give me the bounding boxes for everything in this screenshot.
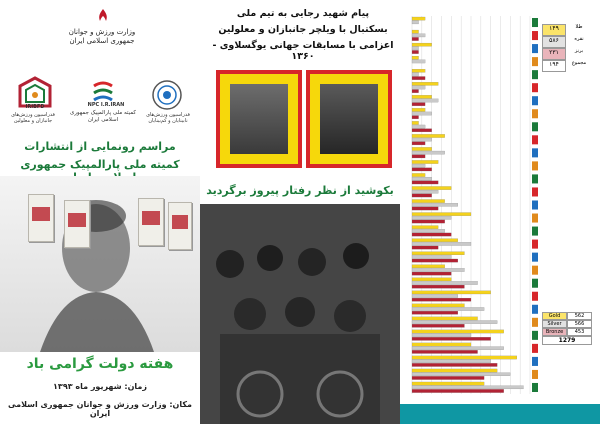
- right-panel: [400, 0, 600, 424]
- chart-bar: [412, 285, 464, 288]
- flag-icon: [532, 266, 538, 275]
- flag-icon: [532, 31, 538, 40]
- message-line-2: بسکتبال با ویلچر جانبازان و معلولین: [218, 24, 388, 35]
- chart-bar: [412, 177, 432, 180]
- ministry-text: وزارت ورزش و جوانان جمهوری اسلامی ایران: [68, 28, 136, 45]
- chart-bar: [412, 190, 438, 193]
- table-value: 562: [567, 312, 592, 320]
- chart-bar: [412, 324, 464, 327]
- medal-table-top: [542, 24, 566, 72]
- table-label: برنز: [574, 48, 584, 54]
- chart-bar: [412, 294, 458, 297]
- ceremony-title: مراسم رونمایی از انتشارات: [24, 140, 176, 153]
- npc-full-name: کمیته ملی پارالمپیک جمهوری اسلامی ایران: [69, 110, 137, 123]
- flag-icon: [532, 214, 538, 223]
- chart-bar: [412, 151, 445, 154]
- table-value: 453: [567, 328, 592, 336]
- chart-bar: [412, 155, 425, 158]
- chart-bar: [412, 116, 419, 119]
- chart-bar: [412, 334, 471, 337]
- chart-bar: [412, 317, 478, 320]
- flag-icon: [532, 70, 538, 79]
- chart-bar: [412, 265, 445, 268]
- chart-bar: [412, 76, 425, 79]
- chart-bar: [412, 112, 432, 115]
- flag-icon: [532, 96, 538, 105]
- npc-logo-label: NPC I.R.IRAN: [87, 102, 125, 108]
- slogan: بکوشید از نظر رفتار پیروز برگردید: [206, 184, 394, 197]
- logo-caption-left: فدراسیون ورزش‌های جانبازان و معلولین: [11, 112, 55, 124]
- chart-bar: [412, 173, 425, 176]
- chart-bar: [412, 291, 491, 294]
- flag-icon: [532, 318, 538, 327]
- chart-bar: [412, 168, 432, 171]
- portrait-photo: [320, 84, 378, 154]
- chart-bar: [412, 252, 464, 255]
- chart-bar: [412, 108, 425, 111]
- chart-bar: [412, 213, 471, 216]
- chart-bar: [412, 369, 497, 372]
- flag-icon: [532, 305, 538, 314]
- crowd-photo-silhouettes: [200, 204, 400, 424]
- flag-icon: [532, 161, 538, 170]
- chart-bar: [412, 363, 497, 366]
- middle-panel: [200, 0, 400, 424]
- chart-bar: [412, 304, 464, 307]
- iribfd-logo-label: IRIBFD: [25, 104, 45, 110]
- flag-icon: [532, 292, 538, 301]
- chart-bar: [412, 307, 484, 310]
- chart-bar: [412, 255, 451, 258]
- chart-bar: [412, 203, 458, 206]
- table-header: Bronze: [542, 328, 567, 336]
- chart-bar: [412, 138, 432, 141]
- chart-bar: [412, 69, 425, 72]
- chart-bar: [412, 37, 419, 40]
- chart-bar: [412, 99, 438, 102]
- flag-icon: [532, 57, 538, 66]
- chart-bar: [412, 281, 478, 284]
- chart-bar: [412, 216, 451, 219]
- chart-bar: [412, 272, 451, 275]
- chart-bar: [412, 56, 419, 59]
- ministry-emblem-icon: [96, 8, 110, 24]
- chart-bar: [412, 73, 419, 76]
- flag-icon: [532, 344, 538, 353]
- table-total: 1279: [542, 336, 592, 345]
- flag-icon: [532, 357, 538, 366]
- chart-bar: [412, 382, 484, 385]
- chart-bar: [412, 164, 425, 167]
- table-cell: ۱۹۴: [542, 60, 566, 72]
- flag-icon: [532, 122, 538, 131]
- chart-bar: [412, 47, 419, 50]
- flag-icon: [532, 148, 538, 157]
- headline: هفته دولت گرامی باد: [26, 356, 174, 372]
- chart-bar: [412, 229, 445, 232]
- table-label: طلا: [575, 24, 583, 30]
- chart-bar: [412, 21, 419, 24]
- chart-bar: [412, 242, 471, 245]
- chart-bar: [412, 330, 504, 333]
- logo-caption-right: فدراسیون ورزش‌های نابینایان و کم‌بینایان: [146, 112, 190, 124]
- left-panel: [0, 0, 200, 424]
- table-value: 566: [567, 320, 592, 328]
- flag-icon: [532, 18, 538, 27]
- chart-bar: [412, 386, 523, 389]
- chart-bar: [412, 86, 425, 89]
- message-line-3: اعزامی با مسابقات جهانی یوگسلاوی - ۱۳۶۰: [212, 40, 394, 62]
- teal-footer-band: [400, 404, 600, 424]
- flag-icon: [532, 174, 538, 183]
- team-photo: [230, 84, 288, 154]
- chart-bar: [412, 43, 432, 46]
- chart-bar: [412, 376, 484, 379]
- chart-bar: [412, 30, 419, 33]
- flag-icon: [532, 187, 538, 196]
- chart-bar: [412, 186, 451, 189]
- chart-bar: [412, 373, 510, 376]
- chart-bar: [412, 356, 517, 359]
- ceremony-subtitle: کمیته ملی پارالمپیک جمهوری: [20, 158, 180, 171]
- chart-bar: [412, 60, 425, 63]
- chart-bar: [412, 278, 451, 281]
- flag-icon: [532, 135, 538, 144]
- book-cover: [64, 200, 90, 248]
- chart-bar: [412, 181, 438, 184]
- chart-bar: [412, 360, 491, 363]
- table-cell: ۵۸۶: [542, 36, 566, 48]
- team-photo-frame: [216, 70, 302, 168]
- chart-bar: [412, 389, 504, 392]
- book-cover: [28, 194, 54, 242]
- chart-bar: [412, 207, 438, 210]
- event-place: مکان: وزارت ورزش و جوانان جمهوری اسلامی ایران: [8, 400, 192, 418]
- table-label: نقره: [574, 36, 584, 42]
- medal-table-bottom: [542, 312, 592, 345]
- flag-icon: [532, 370, 538, 379]
- chart-bar: [412, 95, 432, 98]
- chart-bar: [412, 233, 451, 236]
- chart-bar: [412, 50, 419, 53]
- crowd-photo: [200, 204, 400, 424]
- medal-table-top-labels: [568, 24, 590, 72]
- flag-icon: [532, 109, 538, 118]
- chart-bar: [412, 220, 445, 223]
- flag-icon: [532, 44, 538, 53]
- chart-bar: [412, 311, 458, 314]
- flag-icon: [532, 200, 538, 209]
- table-cell: ۱۴۹: [542, 24, 566, 36]
- table-header: Gold: [542, 312, 567, 320]
- flag-icon: [532, 383, 538, 392]
- flag-icon: [532, 331, 538, 340]
- chart-bar: [412, 103, 425, 106]
- blind-federation-logo-icon: [150, 78, 184, 112]
- chart-bar: [412, 160, 438, 163]
- chart-bar: [412, 129, 432, 132]
- chart-bar: [412, 320, 497, 323]
- table-cell: ۲۳۱: [542, 48, 566, 60]
- chart-bar: [412, 125, 425, 128]
- table-label: مجموع: [571, 60, 587, 66]
- chart-bar: [412, 268, 464, 271]
- chart-bar: [412, 246, 438, 249]
- chart-bar: [412, 142, 425, 145]
- chart-bar: [412, 199, 445, 202]
- flag-icon: [532, 240, 538, 249]
- chart-bar: [412, 350, 478, 353]
- chart-bar: [412, 134, 445, 137]
- chart-bar: [412, 34, 425, 37]
- chart-bar: [412, 226, 438, 229]
- event-time: زمان: شهریور ماه ۱۳۹۳: [53, 382, 147, 391]
- chart-bar: [412, 147, 432, 150]
- table-header: Silver: [542, 320, 567, 328]
- chart-bar: [412, 17, 425, 20]
- chart-bar: [412, 347, 504, 350]
- chart-bar: [412, 337, 491, 340]
- flag-icon: [532, 227, 538, 236]
- flag-icon: [532, 83, 538, 92]
- chart-bar: [412, 82, 438, 85]
- portrait-photo-frame: [306, 70, 392, 168]
- book-cover: [138, 198, 164, 246]
- chart-bar: [412, 298, 471, 301]
- chart-bar: [412, 259, 458, 262]
- flag-icon: [532, 279, 538, 288]
- chart-bar: [412, 239, 458, 242]
- chart-bar: [412, 121, 419, 124]
- message-line-1: پیام شهید رجایی به تیم ملی: [236, 8, 370, 19]
- chart-bar: [412, 90, 419, 93]
- chart-bar: [412, 194, 432, 197]
- flag-icon: [532, 253, 538, 262]
- book-cover: [168, 202, 192, 250]
- portrait-area: [0, 176, 200, 352]
- chart-bar: [412, 343, 471, 346]
